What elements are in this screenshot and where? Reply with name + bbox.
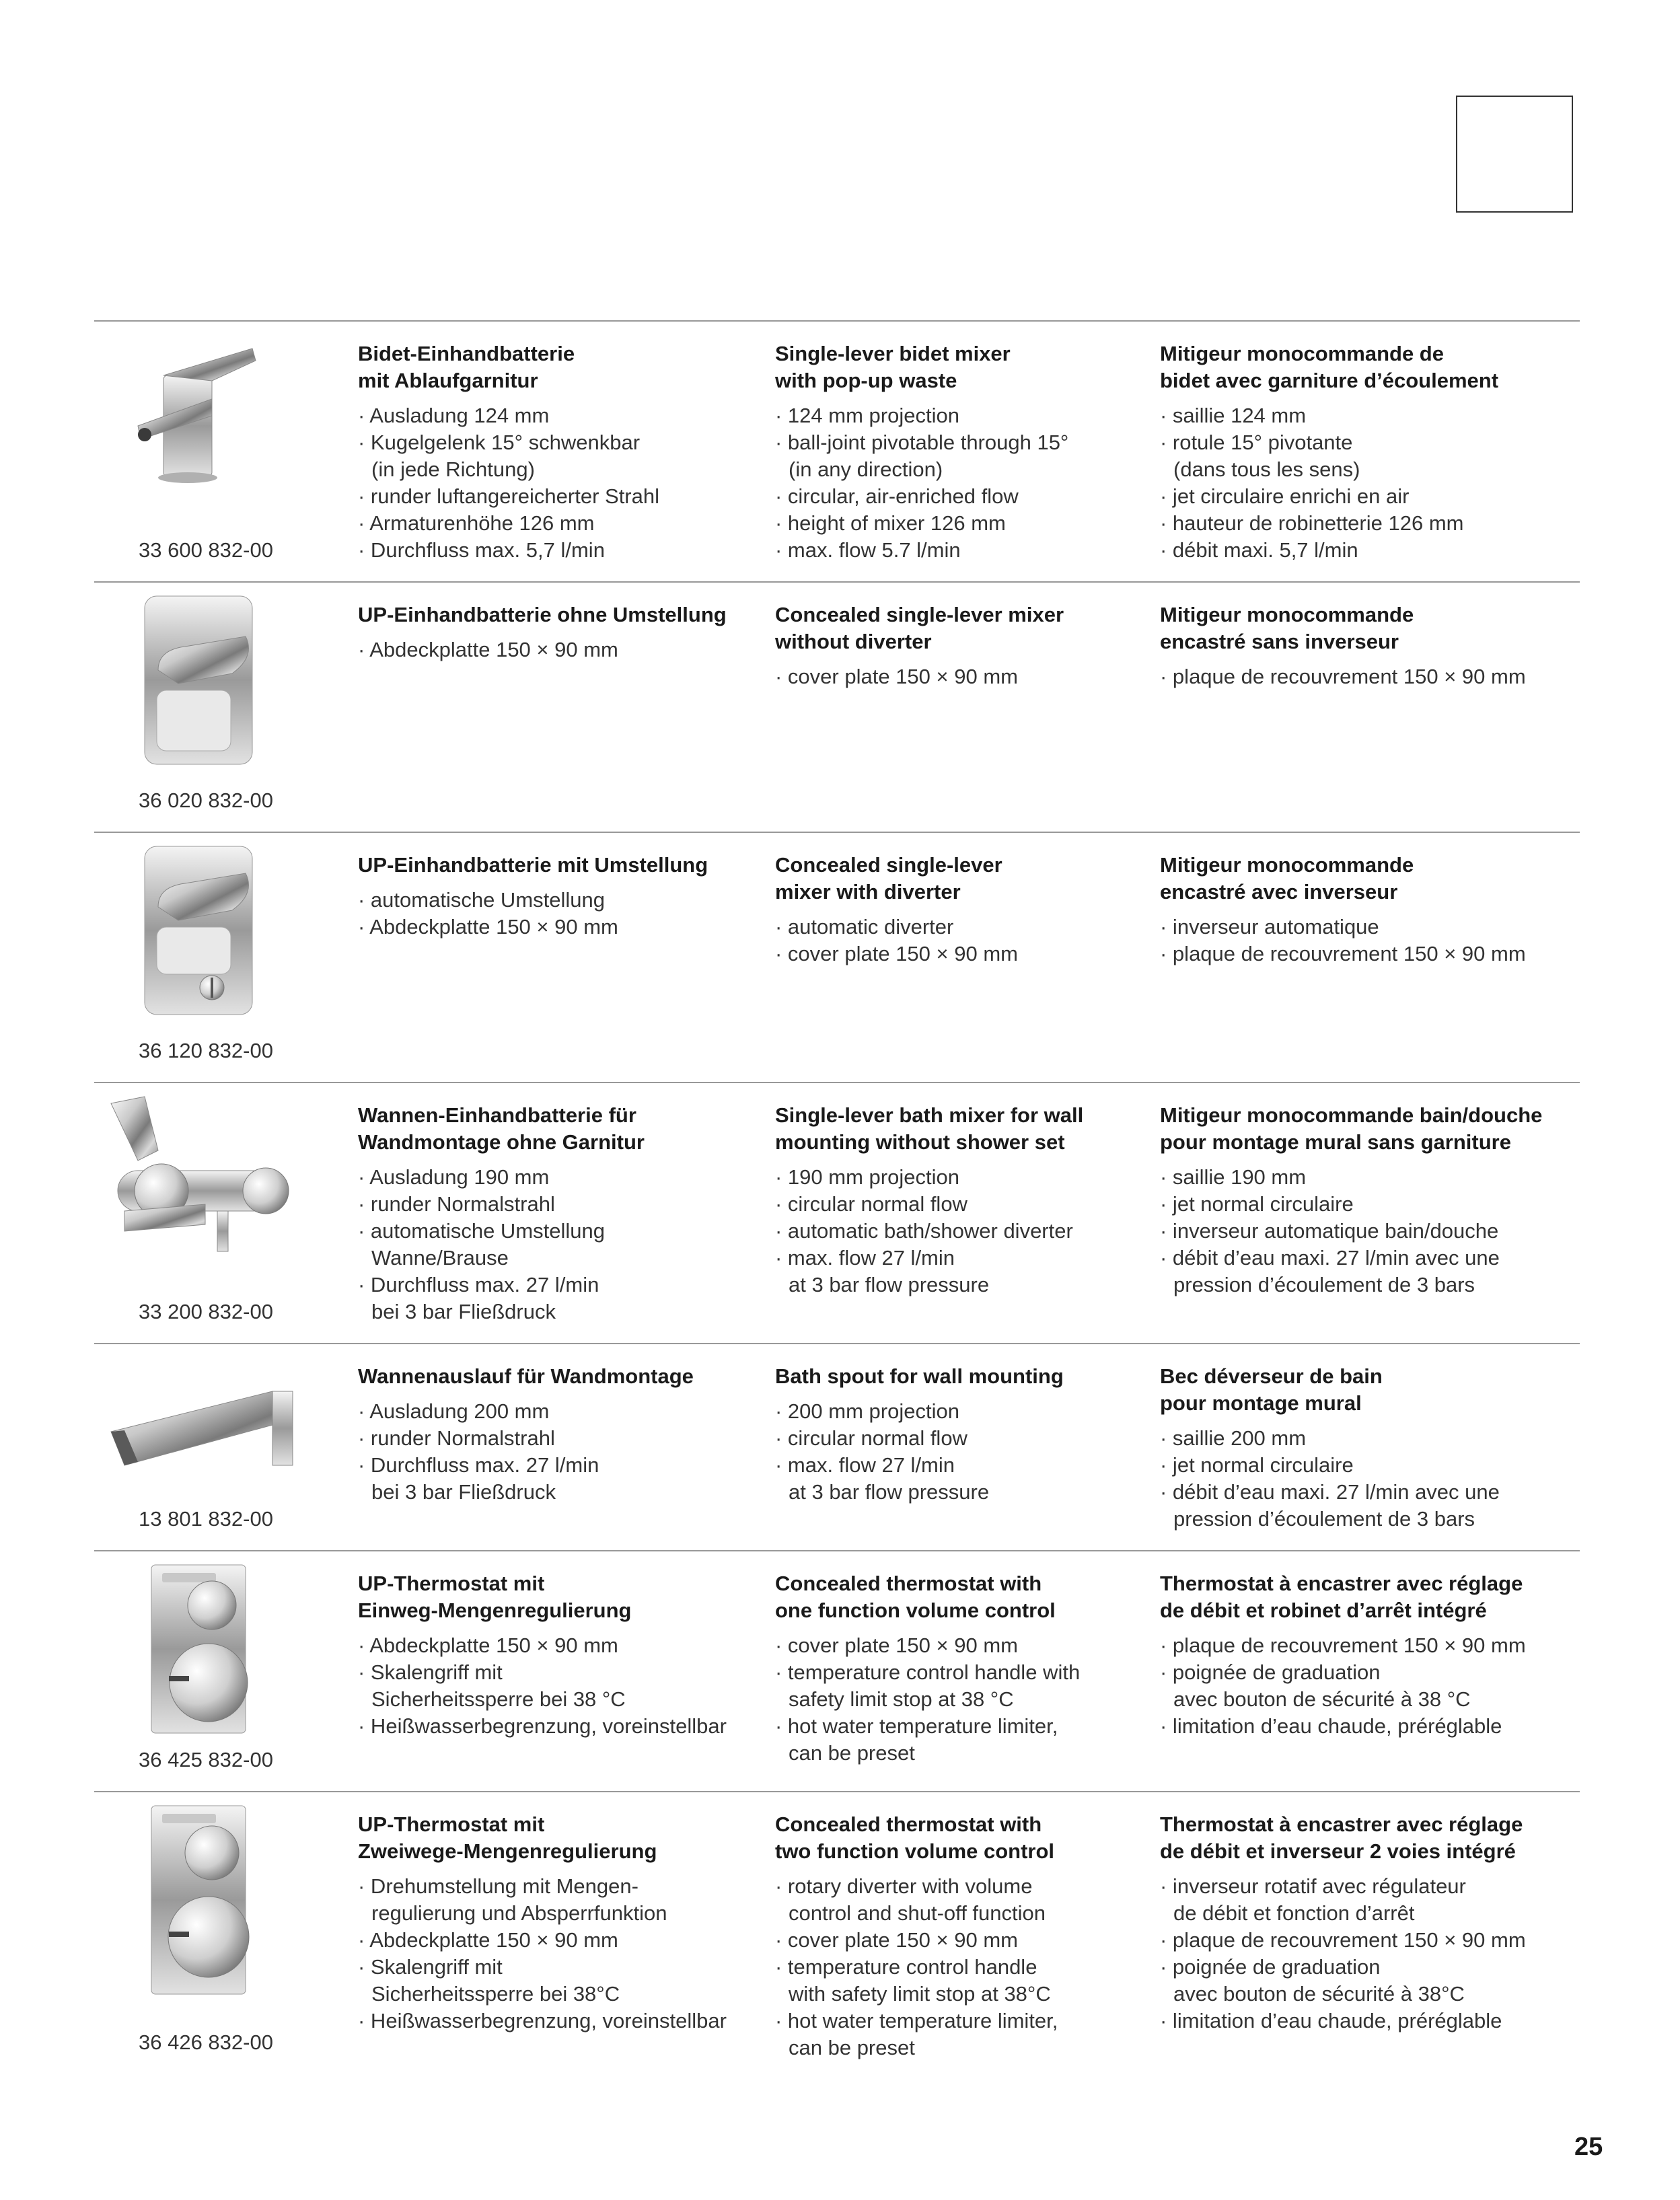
description-de: [358, 1570, 762, 1740]
spec-item: · 190 mm projection: [775, 1165, 959, 1189]
product-title: Bec déverseur de bain pour montage mural: [1160, 1364, 1383, 1415]
article-number: 33 600 832-00: [139, 538, 273, 562]
spec-item: · Durchfluss max. 27 l/min bei 3 bar Fließdruck: [358, 1453, 599, 1504]
spec-item: · ball-joint pivotable through 15° (in any direction): [775, 431, 1069, 481]
spec-item: · Abdeckplatte 150 × 90 mm: [358, 638, 618, 661]
spec-item: · automatic bath/shower diverter: [775, 1219, 1073, 1243]
spec-item: · saillie 190 mm: [1160, 1165, 1307, 1189]
product-image-concealed-mixer-diverter: [94, 840, 303, 1021]
description-en: [775, 852, 1152, 967]
description-fr: [1160, 1570, 1580, 1740]
description-fr: [1160, 601, 1580, 690]
spec-item: · automatic diverter: [775, 915, 954, 939]
description-de: [358, 1811, 762, 2034]
product-title: Bath spout for wall mounting: [775, 1364, 1064, 1388]
corner-box: [1456, 96, 1573, 213]
description-en: [775, 340, 1152, 564]
description-de: [358, 601, 762, 663]
product-title: UP-Thermostat mit Einweg-Mengenregulierung: [358, 1572, 632, 1622]
product-title: Single-lever bidet mixer with pop-up waste: [775, 342, 1011, 392]
spec-item: · jet normal circulaire: [1160, 1192, 1354, 1216]
product-row: [94, 832, 1580, 1082]
spec-item: · limitation d’eau chaude, préréglable: [1160, 1714, 1502, 1738]
spec-item: · plaque de recouvrement 150 × 90 mm: [1160, 942, 1526, 965]
spec-item: · Ausladung 124 mm: [358, 404, 550, 427]
product-row: [94, 1550, 1580, 1791]
spec-item: · Durchfluss max. 27 l/min bei 3 bar Fließdruck: [358, 1273, 599, 1323]
spec-item: · Durchfluss max. 5,7 l/min: [358, 538, 605, 562]
spec-item: · Skalengriff mit Sicherheitssperre bei 38 °C: [358, 1660, 626, 1711]
spec-item: · cover plate 150 × 90 mm: [775, 665, 1018, 688]
product-title: UP-Einhandbatterie ohne Umstellung: [358, 603, 727, 626]
spec-item: · circular normal flow: [775, 1192, 967, 1216]
product-row: [94, 320, 1580, 581]
description-fr: [1160, 1102, 1580, 1298]
spec-item: · poignée de graduation avec bouton de sécurité à 38 °C: [1160, 1660, 1471, 1711]
description-fr: [1160, 340, 1580, 564]
spec-item: · Heißwasserbegrenzung, voreinstellbar: [358, 2009, 727, 2032]
spec-item: · automatische Umstellung Wanne/Brause: [358, 1219, 605, 1270]
product-image-thermostat-two: [94, 1799, 303, 2001]
spec-item: · inverseur automatique: [1160, 915, 1379, 939]
spec-item: · jet normal circulaire: [1160, 1453, 1354, 1477]
product-title: Mitigeur monocommande encastré sans inverseur: [1160, 603, 1414, 653]
product-image-thermostat-one: [94, 1558, 303, 1740]
spec-item: · max. flow 5.7 l/min: [775, 538, 961, 562]
spec-item: · height of mixer 126 mm: [775, 511, 1006, 535]
product-title: Mitigeur monocommande encastré avec inverseur: [1160, 853, 1414, 904]
product-title: Mitigeur monocommande de bidet avec garniture d’écoulement: [1160, 342, 1499, 392]
spec-item: · débit maxi. 5,7 l/min: [1160, 538, 1358, 562]
spec-item: · inverseur automatique bain/douche: [1160, 1219, 1499, 1243]
spec-item: · 124 mm projection: [775, 404, 959, 427]
description-en: [775, 1570, 1152, 1767]
product-title: UP-Einhandbatterie mit Umstellung: [358, 853, 708, 877]
description-en: [775, 601, 1152, 690]
spec-item: · runder luftangereicherter Strahl: [358, 484, 660, 508]
spec-item: · rotule 15° pivotante (dans tous les sens): [1160, 431, 1360, 481]
spec-item: · saillie 200 mm: [1160, 1426, 1307, 1450]
product-title: Concealed single-lever mixer without diverter: [775, 603, 1064, 653]
spec-item: · circular normal flow: [775, 1426, 967, 1450]
product-title: Bidet-Einhandbatterie mit Ablaufgarnitur: [358, 342, 575, 392]
spec-item: · débit d’eau maxi. 27 l/min avec une pression d’écoulement de 3 bars: [1160, 1246, 1500, 1296]
article-number: 33 200 832-00: [139, 1300, 273, 1323]
description-en: [775, 1102, 1152, 1298]
article-number: 13 801 832-00: [139, 1507, 273, 1531]
spec-item: · Ausladung 200 mm: [358, 1399, 550, 1423]
spec-item: · hauteur de robinetterie 126 mm: [1160, 511, 1464, 535]
product-image-concealed-mixer: [94, 589, 303, 771]
article-number: 36 425 832-00: [139, 1748, 273, 1771]
spec-item: · débit d’eau maxi. 27 l/min avec une pression d’écoulement de 3 bars: [1160, 1480, 1500, 1531]
spec-item: · plaque de recouvrement 150 × 90 mm: [1160, 665, 1526, 688]
spec-item: · cover plate 150 × 90 mm: [775, 1634, 1018, 1657]
product-image-bidet-mixer: [94, 328, 303, 490]
product-title: Single-lever bath mixer for wall mounting without shower set: [775, 1103, 1084, 1154]
product-title: Thermostat à encastrer avec réglage de débit et inverseur 2 voies intégré: [1160, 1812, 1523, 1863]
article-number: 36 426 832-00: [139, 2030, 273, 2054]
product-title: Thermostat à encastrer avec réglage de débit et robinet d’arrêt intégré: [1160, 1572, 1523, 1622]
product-catalog: [94, 320, 1580, 2074]
description-de: [358, 340, 762, 564]
product-title: UP-Thermostat mit Zweiwege-Mengenregulierung: [358, 1812, 657, 1863]
product-title: Concealed thermostat with two function volume control: [775, 1812, 1055, 1863]
description-fr: [1160, 1811, 1580, 2034]
spec-item: · saillie 124 mm: [1160, 404, 1307, 427]
description-en: [775, 1363, 1152, 1506]
spec-item: · max. flow 27 l/min at 3 bar flow pressure: [775, 1246, 990, 1296]
product-row: [94, 1082, 1580, 1343]
article-number: 36 020 832-00: [139, 789, 273, 812]
description-fr: [1160, 852, 1580, 967]
description-en: [775, 1811, 1152, 2061]
spec-item: · 200 mm projection: [775, 1399, 959, 1423]
spec-item: · limitation d’eau chaude, préréglable: [1160, 2009, 1502, 2032]
spec-item: · max. flow 27 l/min at 3 bar flow pressure: [775, 1453, 990, 1504]
spec-item: · hot water temperature limiter, can be preset: [775, 2009, 1058, 2059]
spec-item: · Drehumstellung mit Mengen- regulierung und Absperrfunktion: [358, 1874, 667, 1925]
spec-item: · temperature control handle with safety limit stop at 38 °C: [775, 1660, 1081, 1711]
spec-item: · Ausladung 190 mm: [358, 1165, 550, 1189]
spec-item: · rotary diverter with volume control and shut-off function: [775, 1874, 1046, 1925]
product-title: Mitigeur monocommande bain/douche pour montage mural sans garniture: [1160, 1103, 1543, 1154]
spec-item: · runder Normalstrahl: [358, 1426, 555, 1450]
page-number: 25: [1574, 2133, 1603, 2161]
spec-item: · Armaturenhöhe 126 mm: [358, 511, 595, 535]
spec-item: · temperature control handle with safety limit stop at 38°C: [775, 1955, 1051, 2006]
description-fr: [1160, 1363, 1580, 1533]
spec-item: · plaque de recouvrement 150 × 90 mm: [1160, 1928, 1526, 1952]
spec-item: · cover plate 150 × 90 mm: [775, 942, 1018, 965]
spec-item: · plaque de recouvrement 150 × 90 mm: [1160, 1634, 1526, 1657]
spec-item: · Heißwasserbegrenzung, voreinstellbar: [358, 1714, 727, 1738]
spec-item: · Abdeckplatte 150 × 90 mm: [358, 1634, 618, 1657]
product-title: Wannen-Einhandbatterie für Wandmontage ohne Garnitur: [358, 1103, 645, 1154]
description-de: [358, 852, 762, 941]
description-de: [358, 1102, 762, 1325]
spec-item: · automatische Umstellung: [358, 888, 605, 912]
spec-item: · Abdeckplatte 150 × 90 mm: [358, 1928, 618, 1952]
spec-item: · circular, air-enriched flow: [775, 484, 1019, 508]
description-de: [358, 1363, 762, 1506]
spec-item: · jet circulaire enrichi en air: [1160, 484, 1410, 508]
product-title: Concealed single-lever mixer with diverter: [775, 853, 1002, 904]
spec-item: · poignée de graduation avec bouton de sécurité à 38°C: [1160, 1955, 1465, 2006]
spec-item: · hot water temperature limiter, can be preset: [775, 1714, 1058, 1765]
spec-item: · Kugelgelenk 15° schwenkbar (in jede Richtung): [358, 431, 641, 481]
product-image-bath-spout: [94, 1351, 303, 1479]
product-row: [94, 1343, 1580, 1550]
spec-item: · Skalengriff mit Sicherheitssperre bei 38°C: [358, 1955, 620, 2006]
product-row: [94, 581, 1580, 832]
spec-item: · Abdeckplatte 150 × 90 mm: [358, 915, 618, 939]
product-title: Concealed thermostat with one function volume control: [775, 1572, 1056, 1622]
product-image-bath-mixer: [94, 1090, 303, 1258]
spec-item: · cover plate 150 × 90 mm: [775, 1928, 1018, 1952]
spec-item: · inverseur rotatif avec régulateur de débit et fonction d’arrêt: [1160, 1874, 1466, 1925]
spec-item: · runder Normalstrahl: [358, 1192, 555, 1216]
product-row: [94, 1791, 1580, 2074]
article-number: 36 120 832-00: [139, 1039, 273, 1062]
product-title: Wannenauslauf für Wandmontage: [358, 1364, 694, 1388]
